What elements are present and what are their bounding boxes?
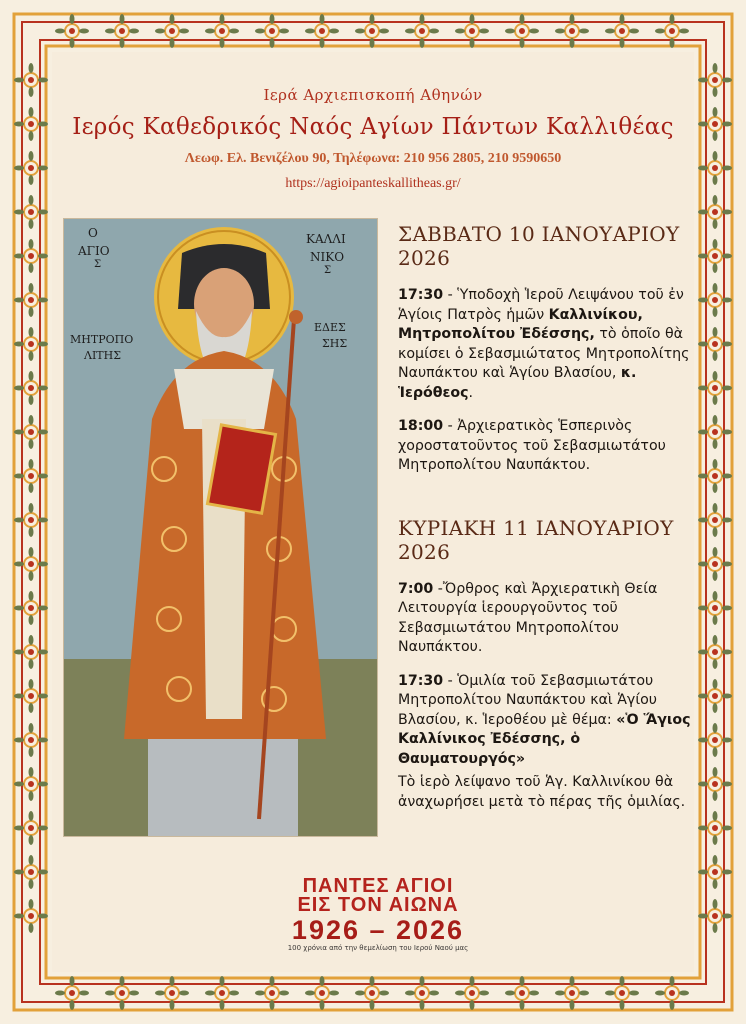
day2-event2: [398, 672, 698, 770]
archdiocese-name: Ιερά Αρχιεπισκοπή Αθηνών: [263, 86, 483, 104]
icon-label-o: Ο: [88, 226, 98, 240]
church-name: Ιερός Καθεδρικός Ναός Αγίων Πάντων Καλλιθέας: [72, 114, 674, 140]
logo-line1: ΠΑΝΤΕΣ ΑΓΙΟΙ: [302, 875, 454, 897]
icon-label-litis: ΛΙΤΗΣ: [84, 349, 121, 362]
day1-title: ΣΑΒΒΑΤΟ 10 ΙΑΝΟΥΑΡΙΟΥ 2026: [398, 222, 680, 270]
day2-event1: [398, 580, 698, 658]
icon-label-s1: Σ: [94, 259, 102, 270]
day1-event1-text-e: .: [468, 384, 474, 401]
schedule: [398, 222, 698, 812]
day1-event1-text-b: Καλλινίκου, Μητροπολίτου Ἐδέσσης,: [398, 306, 643, 342]
icon-label-kalli: ΚΑΛΛΙ: [306, 232, 346, 246]
day1-event2-text: - Ἀρχιερατικὸς Ἑσπερινὸς χοροστατοῦντος τοῦ Σεβασμιωτάτου Μητροπολίτου Ναυπάκτου.: [398, 418, 666, 473]
day2-event1-time: 7:00: [398, 580, 434, 597]
day2-event2-time: 17:30: [398, 672, 444, 689]
day1-event1: [398, 286, 698, 403]
day2-event1-text: -Ὄρθρος καὶ Ἀρχιερατικὴ Θεία Λειτουργία ἱερουργοῦντος τοῦ Σεβασμιωτάτου Μητροπολίτου Ναυπάκτου.: [398, 580, 658, 655]
anniversary-logo: [270, 877, 486, 952]
icon-label-edes: ΕΔΕΣ: [314, 321, 346, 334]
day1-event1-text-d: κ. Ἱερόθεος: [398, 365, 637, 401]
day2-event2-text-a: - Ὁμιλία τοῦ Σεβασμιωτάτου Μητροπολίτου Ναυπάκτου καὶ Ἁγίου Βλασίου, κ. Ἱεροθέου μὲ θέμα:: [398, 672, 658, 728]
icon-label-s2: Σ: [324, 265, 332, 276]
day1-event1-text-a: - Ὑποδοχὴ Ἱεροῦ Λειψάνου τοῦ ἐν Ἁγίοις Πατρὸς ἡμῶν: [398, 287, 684, 323]
day1-event1-text-c: τὸ ὁποῖο θὰ κομίσει ὁ Σεβασμιώτατος Μητροπολίτης Ναυπάκτου καὶ Ἁγίου Βλασίου,: [398, 326, 690, 381]
header: [0, 86, 746, 192]
day2-event2-topic: «Ὁ Ἅγιος Καλλίνικος Ἐδέσσης, ὁ Θαυματουργός»: [398, 711, 691, 767]
address-phone: Λεωφ. Ελ. Βενιζέλου 90, Τηλέφωνα: 210 956 2805, 210 9590650: [184, 151, 562, 166]
logo-line2: ΕΙΣ ΤΟΝ ΑΙΩΝΑ: [297, 894, 459, 916]
icon-label-sis: ΣΗΣ: [322, 337, 348, 350]
logo-caption: 100 χρόνια από την θεμελίωση του Ιερού Ναού μας: [287, 944, 469, 952]
saint-icon-image: [63, 218, 378, 837]
day2-note: Τὸ ἱερὸ λείψανο τοῦ Ἁγ. Καλλινίκου θὰ ἀναχωρήσει μετὰ τὸ πέρας τῆς ὁμιλίας.: [398, 774, 686, 810]
icon-label-niko: ΝΙΚΟ: [310, 250, 345, 264]
day1-event2: [398, 417, 698, 476]
day1-event1-time: 17:30: [398, 287, 444, 303]
logo-years: 1926 – 2026: [291, 915, 465, 945]
saint-icon-painting: [64, 219, 377, 836]
day2-title: ΚΥΡΙΑΚΗ 11 ΙΑΝΟΥΑΡΙΟΥ 2026: [398, 515, 674, 564]
icon-label-agio: ΑΓΙΟ: [78, 244, 110, 258]
icon-label-mitropo: ΜΗΤΡΟΠΟ: [70, 333, 134, 346]
website-link[interactable]: https://agioipanteskallitheas.gr/: [285, 176, 461, 191]
day1-event2-time: 18:00: [398, 418, 444, 434]
